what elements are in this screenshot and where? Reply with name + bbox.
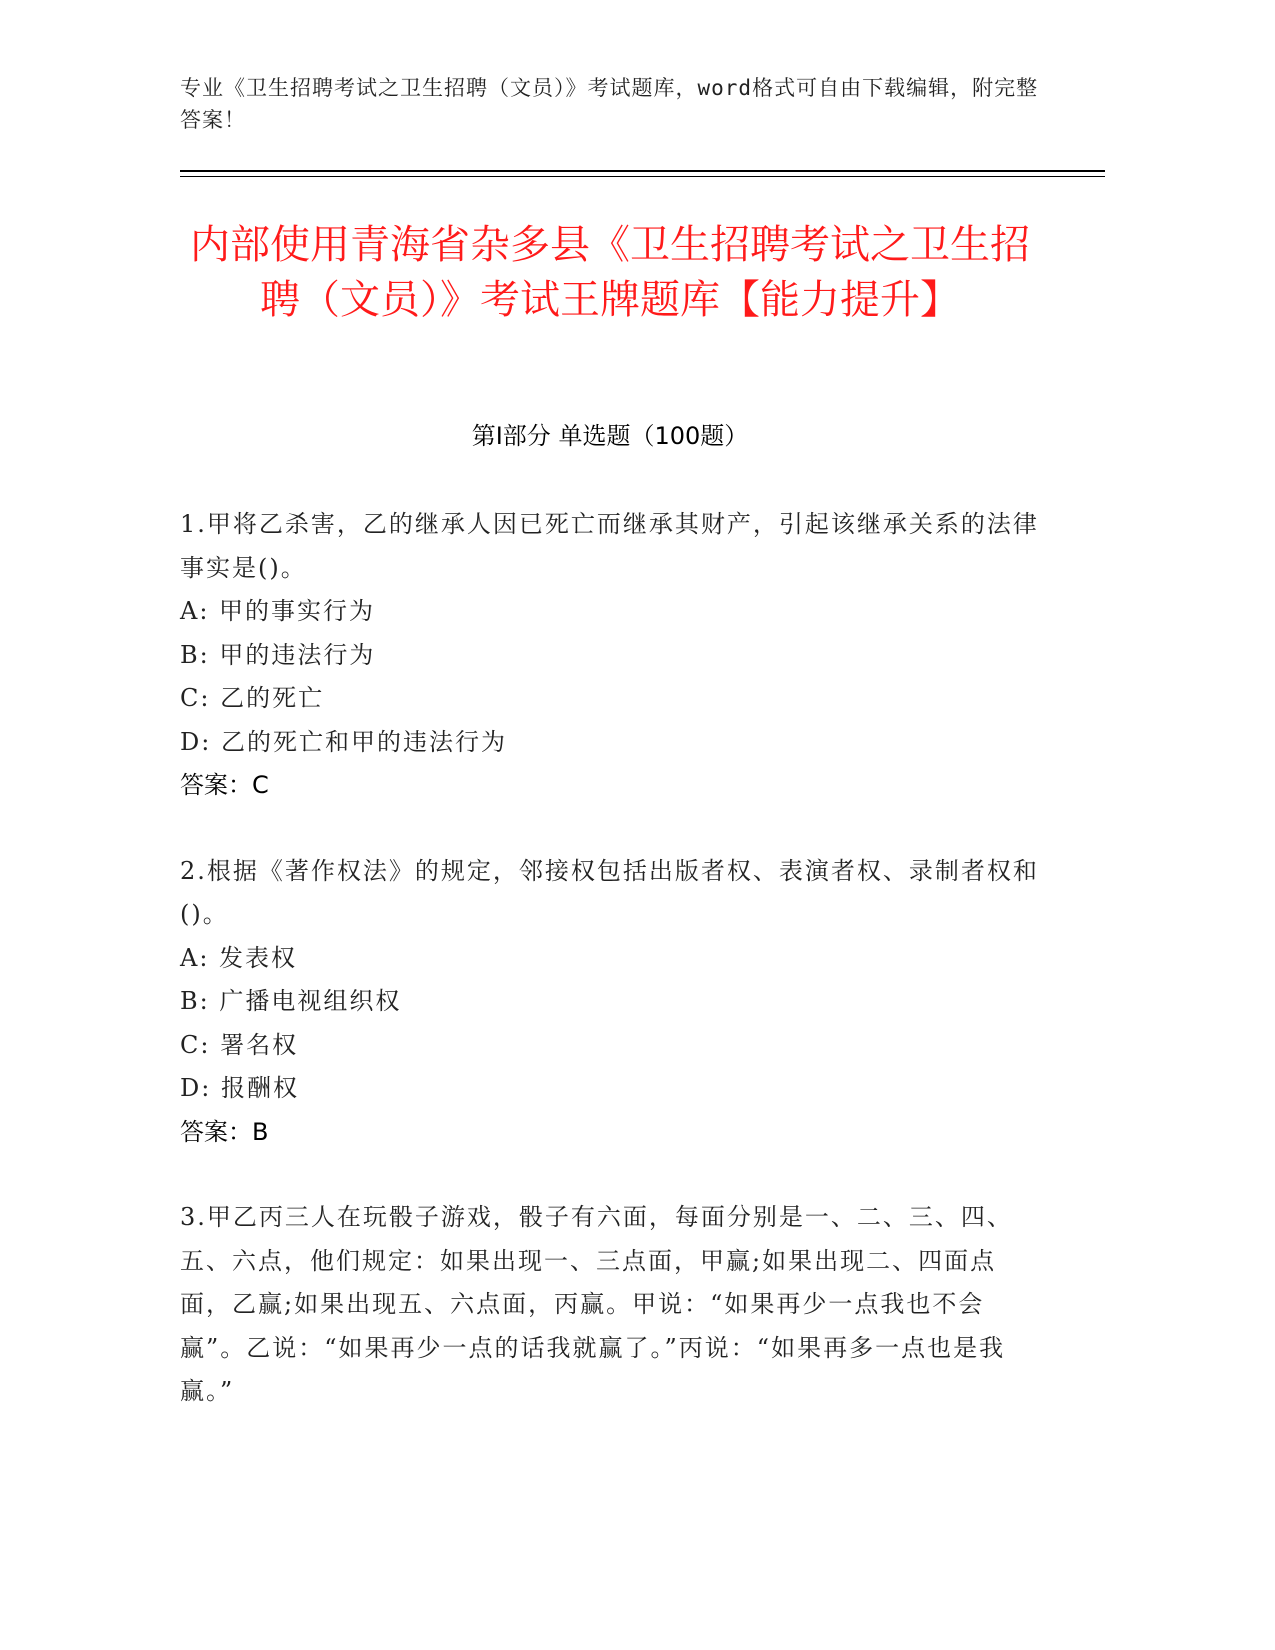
answer: 答案：B [180, 1117, 269, 1146]
question-2 [180, 850, 1040, 1155]
option-c: C: 署名权 [180, 1030, 299, 1059]
question-1 [180, 503, 1040, 808]
option-d: D: 报酬权 [180, 1074, 299, 1102]
question-3 [180, 1196, 1040, 1414]
header-divider-thin [180, 176, 1105, 177]
option-a: A: 发表权 [180, 943, 298, 972]
header-note: 专业《卫生招聘考试之卫生招聘（文员）》考试题库，word格式可自由下载编辑，附完整答案！ [180, 76, 1039, 132]
option-d: D: 乙的死亡和甲的违法行为 [180, 727, 507, 756]
answer: 答案：C [180, 771, 269, 799]
option-a: A: 甲的事实行为 [180, 597, 376, 625]
option-b: B: 甲的违法行为 [180, 640, 376, 669]
option-b: B: 广播电视组织权 [180, 987, 402, 1015]
option-c: C: 乙的死亡 [180, 684, 325, 712]
document-title: 内部使用青海省杂多县《卫生招聘考试之卫生招聘（文员）》考试王牌题库【能力提升】 [190, 222, 1030, 323]
question-stem: 2.根据《著作权法》的规定，邻接权包括出版者权、表演者权、录制者权和()。 [180, 856, 1039, 928]
section-heading: 第Ⅰ部分 单选题（100题） [471, 422, 749, 450]
header-divider-thick [180, 170, 1105, 172]
question-stem: 1.甲将乙杀害，乙的继承人因已死亡而继承其财产，引起该继承关系的法律事实是()。 [180, 510, 1039, 582]
question-list [180, 503, 1040, 1456]
question-stem: 3.甲乙丙三人在玩骰子游戏，骰子有六面，每面分别是一、二、三、四、五、六点，他们规定：如果出现一、三点面，甲赢;如果出现二、四面点面，乙赢;如果出现五、六点面，丙赢。甲说：“如果再少一点我也不会赢”。乙说：“如果再少一点的话我就赢了。”丙说：“如果再多一点也是我赢。” [180, 1203, 1013, 1405]
